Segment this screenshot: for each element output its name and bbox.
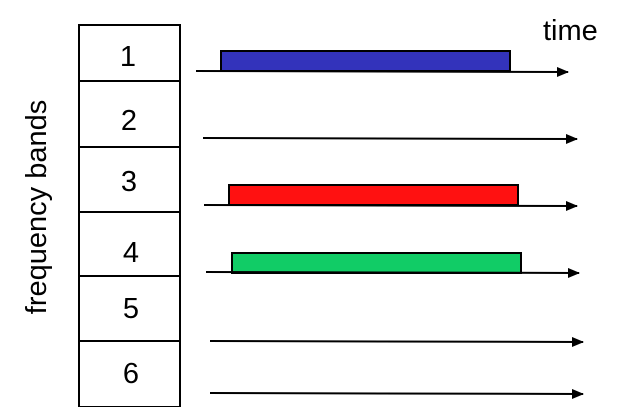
- band-label-1: 1: [119, 41, 137, 73]
- frequency-axis-label: frequency bands: [21, 99, 53, 315]
- band-label-3: 3: [120, 166, 138, 198]
- time-arrow-band-1: [196, 71, 568, 72]
- transmission-bar-band-4: [232, 253, 521, 273]
- band-label-5: 5: [122, 293, 140, 325]
- band-label-6: 6: [122, 358, 140, 390]
- time-axis-label: time: [543, 15, 598, 47]
- time-arrow-band-3: [204, 205, 577, 206]
- band-label-4: 4: [122, 237, 140, 269]
- transmission-bar-band-1: [221, 51, 510, 71]
- band-column: [79, 25, 180, 407]
- time-arrow-band-6: [210, 393, 583, 394]
- transmission-bar-band-3: [229, 185, 518, 205]
- time-arrow-band-5: [210, 341, 583, 342]
- time-arrow-band-4: [206, 272, 579, 273]
- time-arrow-band-2: [203, 138, 577, 139]
- band-label-2: 2: [120, 105, 138, 137]
